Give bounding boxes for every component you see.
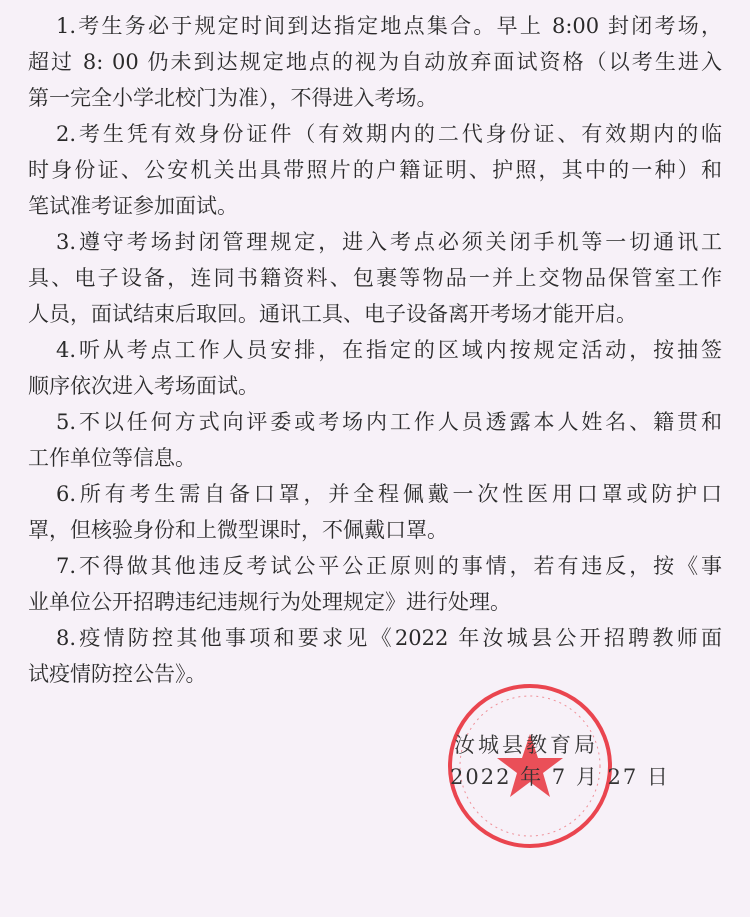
issuer-name: 汝城县教育局 (454, 733, 598, 757)
paragraph-line: 时身份证、公安机关出具带照片的户籍证明、护照，其中的一种）和 (28, 158, 722, 182)
paragraph-line: 罩，但核验身份和上微型课时，不佩戴口罩。 (28, 518, 448, 542)
paragraph-line: 5.不以任何方式向评委或考场内工作人员透露本人姓名、籍贯和 (56, 410, 722, 434)
paragraph-line: 试疫情防控公告》。 (28, 662, 207, 686)
paragraph-line: 1.考生务必于规定时间到达指定地点集合。早上 8:00 封闭考场， (56, 14, 722, 38)
paragraph-line: 顺序依次进入考场面试。 (28, 374, 259, 398)
paragraph-line: 人员，面试结束后取回。通讯工具、电子设备离开考场才能开启。 (28, 302, 637, 326)
paragraph-line: 业单位公开招聘违纪违规行为处理规定》进行处理。 (28, 590, 511, 614)
paragraph-line: 8.疫情防控其他事项和要求见《2022 年汝城县公开招聘教师面 (56, 626, 722, 650)
paragraph-line: 第一完全小学北校门为准），不得进入考场。 (28, 86, 438, 110)
paragraph-line: 7.不得做其他违反考试公平公正原则的事情，若有违反，按《事 (56, 554, 722, 578)
paragraph-line: 工作单位等信息。 (28, 446, 196, 470)
paragraph-line: 具、电子设备，连同书籍资料、包裹等物品一并上交物品保管室工作 (28, 266, 722, 290)
paragraph-line: 笔试准考证参加面试。 (28, 194, 238, 218)
paragraph-line: 超过 8: 00 仍未到达规定地点的视为自动放弃面试资格（以考生进入 (28, 50, 722, 74)
paragraph-line: 6.所有考生需自备口罩，并全程佩戴一次性医用口罩或防护口 (56, 482, 722, 506)
issue-date: 2022 年 7 月 27 日 (450, 765, 670, 789)
paragraph-line: 3.遵守考场封闭管理规定，进入考点必须关闭手机等一切通讯工 (56, 230, 722, 254)
paragraph-line: 2.考生凭有效身份证件（有效期内的二代身份证、有效期内的临 (56, 122, 722, 146)
paragraph-line: 4.听从考点工作人员安排，在指定的区域内按规定活动，按抽签 (56, 338, 722, 362)
document-body (28, 8, 722, 692)
